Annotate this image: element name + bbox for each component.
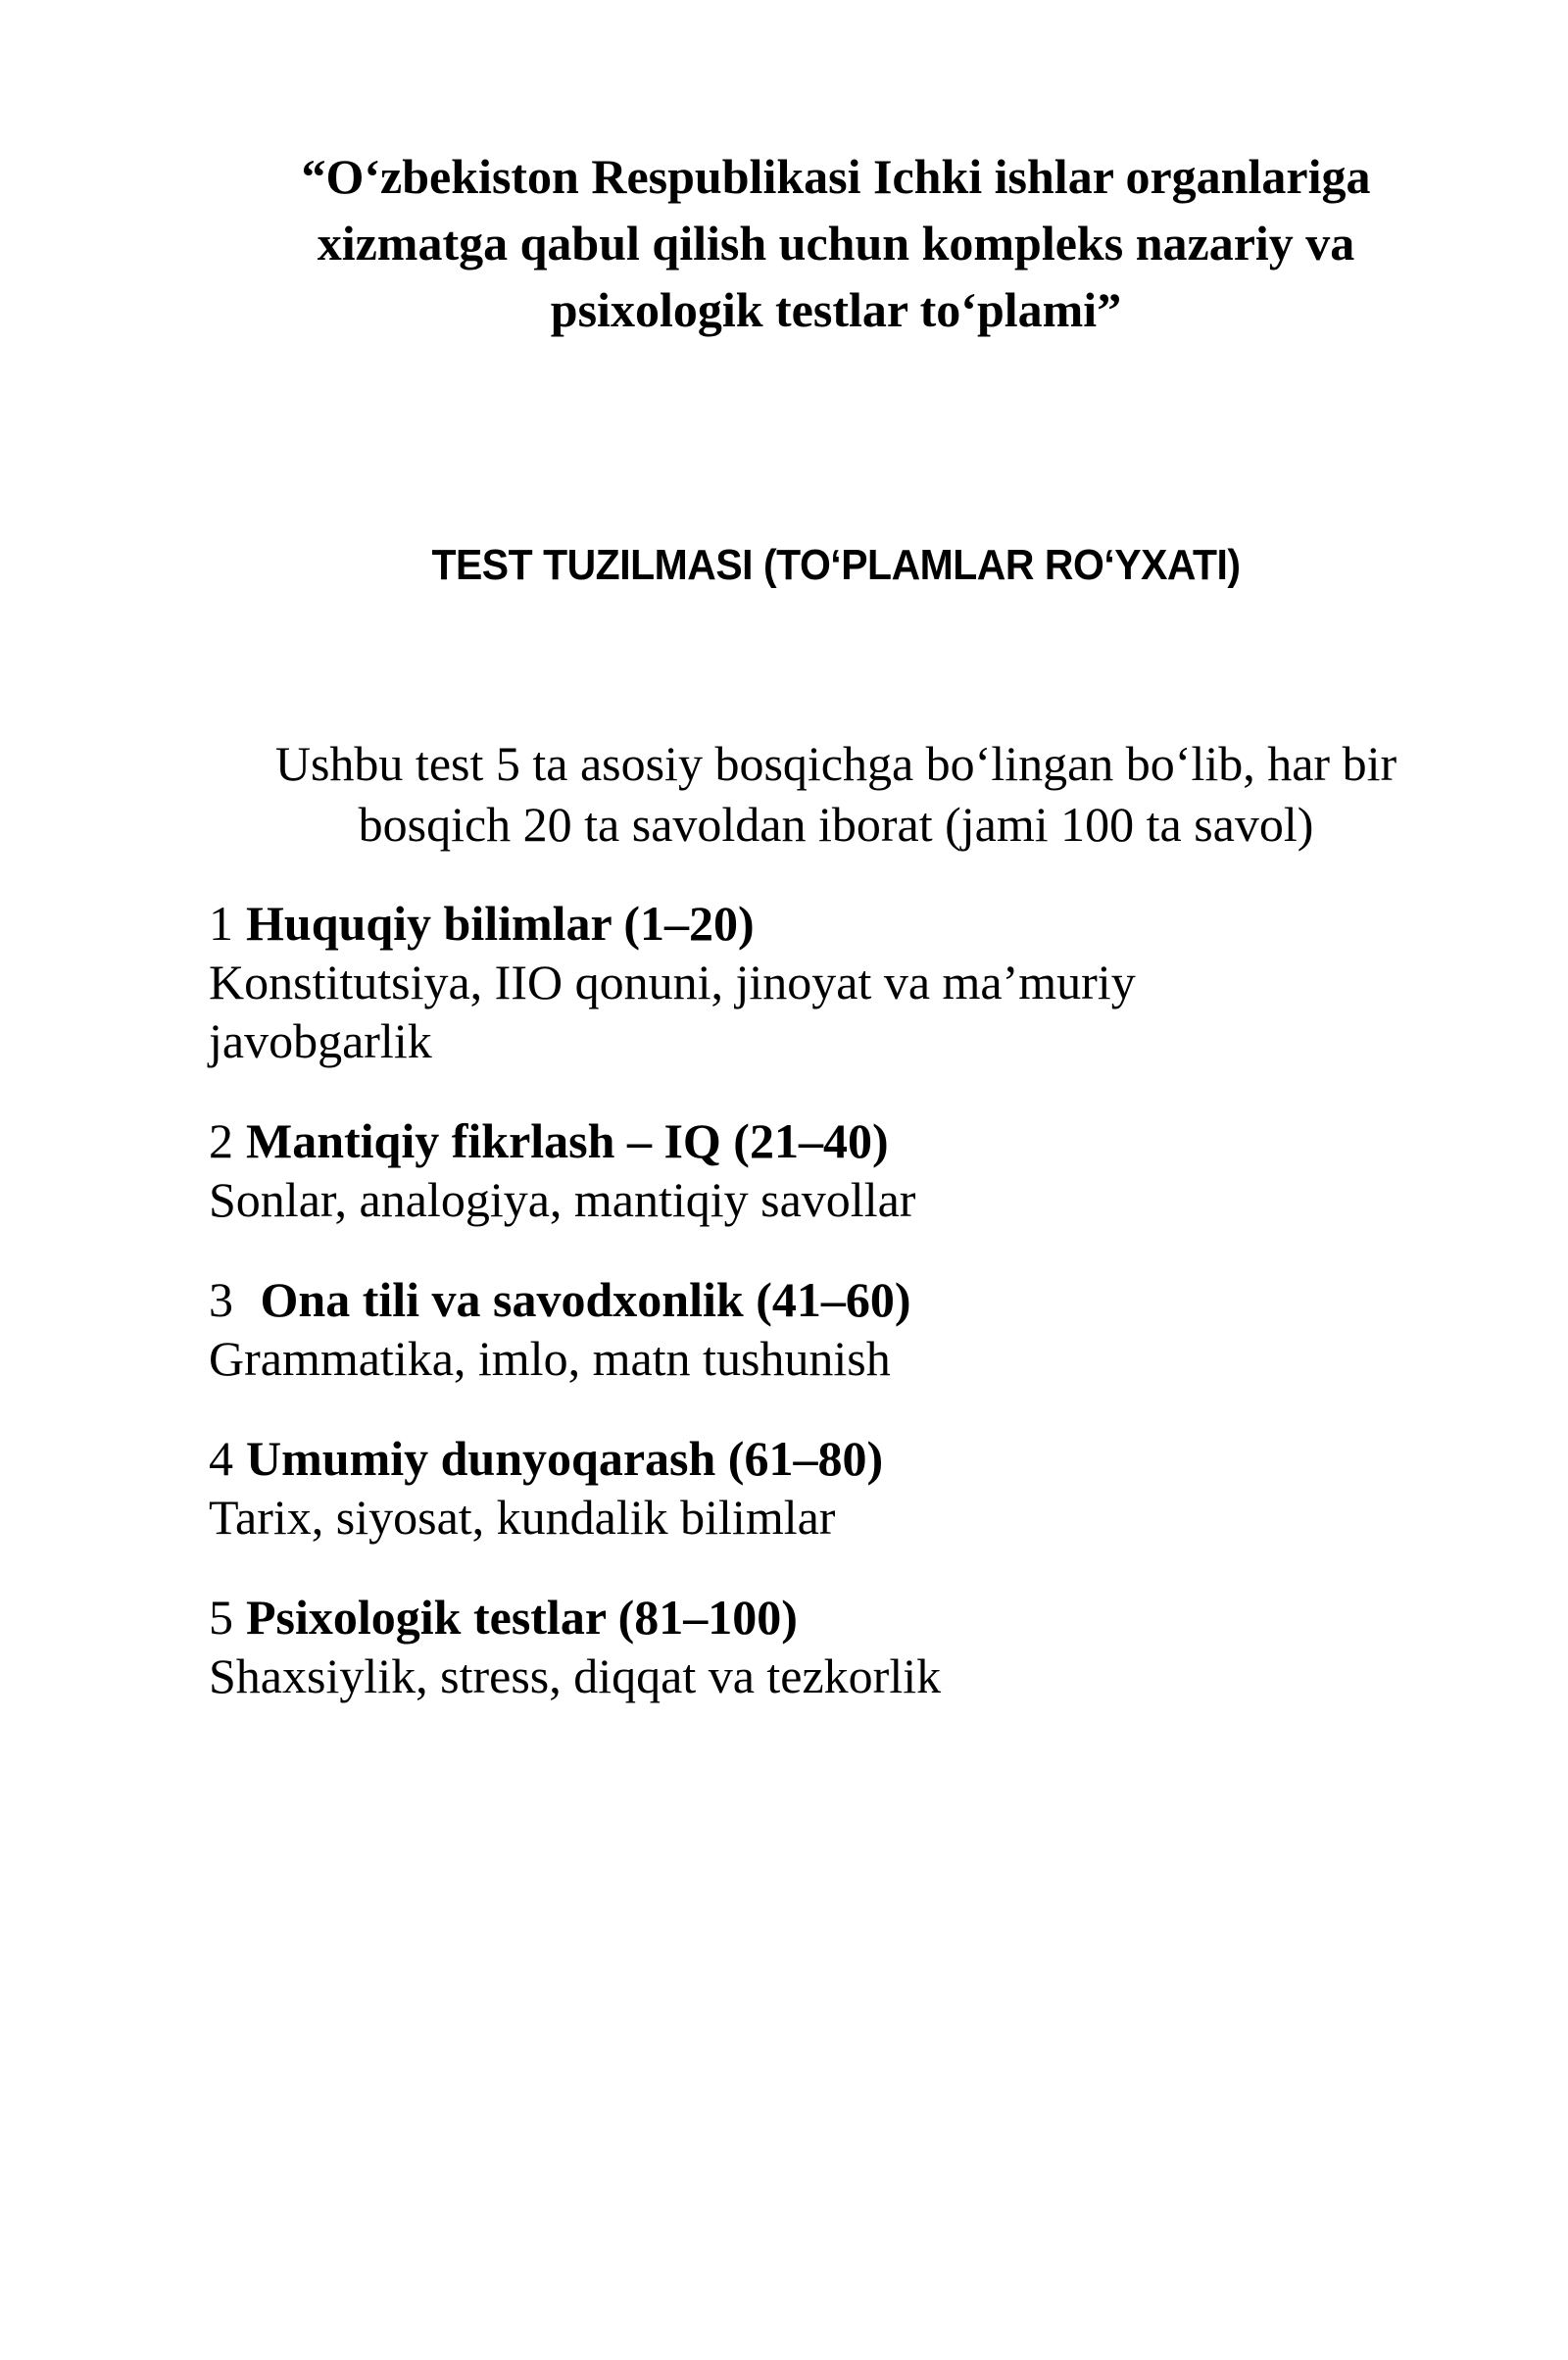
section-4-heading: [209, 1429, 1463, 1488]
document-title-line-1: “O‘zbekiston Respublikasi Ichki ishlar organlariga: [301, 149, 1371, 204]
list-item-section-4: [209, 1429, 1463, 1547]
section-2-description: [209, 1170, 1463, 1229]
test-sections-list: [209, 894, 1463, 1705]
section-1-title: Huquqiy bilimlar (1–20): [246, 896, 755, 951]
section-5-number: 5: [209, 1590, 233, 1645]
intro-paragraph: [209, 733, 1463, 855]
section-2-title: Mantiqiy fikrlash – IQ (21–40): [246, 1113, 889, 1168]
section-4-desc-line-1: Tarix, siyosat, kundalik bilimlar: [209, 1490, 836, 1545]
section-2-heading: [209, 1111, 1463, 1170]
list-item-section-3: [209, 1270, 1463, 1388]
section-4-description: [209, 1488, 1463, 1547]
document-title: [209, 143, 1463, 343]
section-1-number: 1: [209, 896, 233, 951]
intro-line-1: Ushbu test 5 ta asosiy bosqichga bo‘lingan bo‘lib, har bir: [274, 736, 1397, 791]
section-1-description: [209, 953, 1463, 1070]
list-item-section-5: [209, 1588, 1463, 1705]
section-3-number: 3: [209, 1272, 233, 1327]
section-5-desc-line-1: Shaxsiylik, stress, diqqat va tezkorlik: [209, 1648, 942, 1703]
section-4-number: 4: [209, 1431, 233, 1486]
document-title-line-2: xizmatga qabul qilish uchun kompleks nazariy va: [317, 216, 1355, 270]
section-1-desc-line-2: javobgarlik: [209, 1013, 432, 1068]
section-3-desc-line-1: Grammatika, imlo, matn tushunish: [209, 1331, 891, 1386]
section-1-heading: [209, 894, 1463, 953]
section-3-description: [209, 1329, 1463, 1388]
section-5-title: Psixologik testlar (81–100): [246, 1590, 798, 1645]
section-3-heading: [209, 1270, 1463, 1329]
document-title-line-3: psixologik testlar to‘plami”: [550, 282, 1122, 337]
section-1-desc-line-1: Konstitutsiya, IIO qonuni, jinoyat va ma’muriy: [209, 955, 1136, 1009]
list-item-section-1: [209, 894, 1463, 1070]
section-3-title: Ona tili va savodxonlik (41–60): [260, 1272, 911, 1327]
section-5-heading: [209, 1588, 1463, 1647]
section-2-desc-line-1: Sonlar, analogiya, mantiqiy savollar: [209, 1172, 916, 1227]
intro-line-2: bosqich 20 ta savoldan iborat (jami 100 ta savol): [358, 797, 1314, 852]
section-subtitle: TEST TUZILMASI (TO‘PLAMLAR RO‘YXATI): [431, 541, 1241, 589]
document-page: [0, 143, 1568, 2360]
section-5-description: [209, 1647, 1463, 1705]
list-item-section-2: [209, 1111, 1463, 1229]
section-4-title: Umumiy dunyoqarash (61–80): [246, 1431, 884, 1486]
section-2-number: 2: [209, 1113, 233, 1168]
